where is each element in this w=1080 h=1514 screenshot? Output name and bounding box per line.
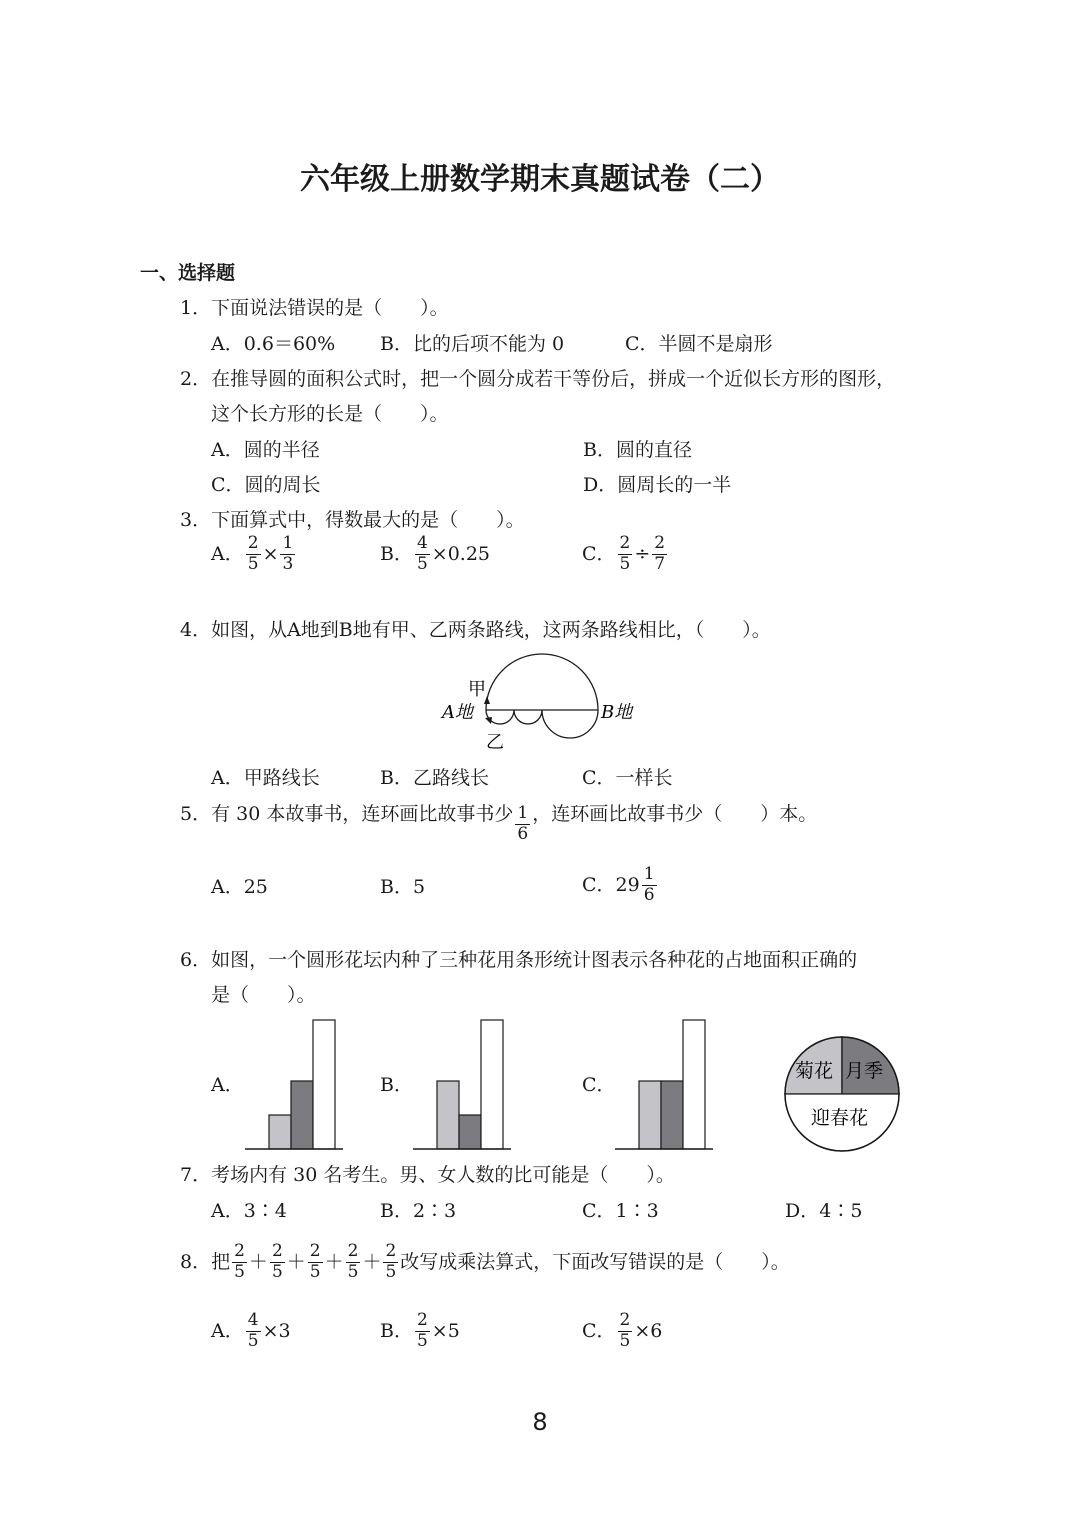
fraction: $\frac{2}{5}$ [619, 1310, 631, 1351]
q7-option-a[interactable]: A．3∶4 [211, 1200, 287, 1222]
q6-option-c[interactable]: C． [582, 1074, 616, 1096]
operand: ×3 [262, 1319, 291, 1342]
fraction: $\frac{1}{6}$ [517, 803, 529, 844]
operand: ×5 [431, 1319, 460, 1342]
q5-option-a[interactable]: A．25 [211, 876, 268, 898]
q8-option-a[interactable] [211, 1312, 291, 1351]
plus-sign: ＋ [286, 1250, 306, 1273]
bar-chart-a [245, 1018, 345, 1152]
q5-option-c[interactable] [582, 866, 659, 905]
section-heading: 一、选择题 [140, 262, 236, 284]
q1-option-a[interactable]: A．0.6＝60% [211, 333, 336, 355]
q2-option-b[interactable]: B．圆的直径 [583, 439, 692, 461]
q1-option-c[interactable]: C．半圆不是扇形 [625, 333, 773, 355]
q7-option-d[interactable]: D．4∶5 [785, 1200, 863, 1222]
bar-chart-c [615, 1018, 715, 1152]
route-jia-arc [486, 654, 598, 710]
fraction: $\frac{2}{5}$ [385, 1241, 397, 1282]
label-b-point: B地 [601, 702, 633, 723]
q7-option-c[interactable]: C．1∶3 [582, 1200, 659, 1222]
bar-chrysanthemum [269, 1115, 291, 1149]
bar-jasmine [481, 1020, 503, 1149]
label-a-point: A地 [442, 702, 473, 723]
fraction: $\frac{4}{5}$ [247, 1310, 259, 1351]
q3-stem: 3．下面算式中，得数最大的是（ ）。 [180, 509, 525, 531]
q4-stem: 4．如图，从A地到B地有甲、乙两条路线，这两条路线相比，（ ）。 [180, 619, 771, 641]
plus-sign: ＋ [324, 1250, 344, 1273]
fraction: $\frac{2}{5}$ [234, 1241, 245, 1282]
q5-stem-post: ，连环画比故事书少（ ）本。 [532, 802, 818, 825]
pie-label-jasmine: 迎春花 [811, 1107, 869, 1129]
bar-jasmine [313, 1020, 335, 1149]
q7-option-b[interactable]: B．2∶3 [380, 1200, 457, 1222]
bar-chrysanthemum [639, 1081, 661, 1149]
q4-option-a[interactable]: A．甲路线长 [211, 767, 320, 789]
bar-rose [459, 1115, 481, 1149]
q8-stem [180, 1243, 790, 1282]
q4-option-c[interactable]: C．一样长 [582, 767, 673, 789]
label-jia: 甲 [468, 679, 486, 700]
fraction: $\frac{4}{5}$ [416, 533, 428, 574]
q8-stem-post: 改写成乘法算式，下面改写错误的是（ ）。 [400, 1250, 790, 1273]
plus-sign: ＋ [362, 1250, 382, 1273]
fraction: $\frac{2}{5}$ [247, 533, 259, 574]
q1-option-b[interactable]: B．比的后项不能为 0 [380, 333, 565, 355]
bar-jasmine [683, 1020, 705, 1149]
q6-option-b[interactable]: B． [380, 1074, 413, 1096]
q2-stem-line1: 2．在推导圆的面积公式时，把一个圆分成若干等份后，拼成一个近似长方形的图形， [180, 368, 896, 390]
q5-option-b[interactable]: B．5 [380, 876, 426, 898]
operand: ×0.25 [431, 542, 491, 565]
pie-label-rose: 月季 [845, 1060, 884, 1082]
q2-option-d[interactable]: D．圆周长的一半 [583, 474, 732, 496]
pie-label-chrysanthemum: 菊花 [795, 1060, 834, 1082]
q5-stem [180, 795, 818, 844]
q6-stem-line2: 是（ ）。 [211, 984, 316, 1006]
fraction: $\frac{2}{5}$ [271, 1241, 283, 1282]
q3-c-label: C． [582, 542, 616, 565]
q2-stem-line2: 这个长方形的长是（ ）。 [211, 403, 449, 425]
fraction: $\frac{2}{5}$ [416, 1310, 428, 1351]
operand: ×6 [634, 1319, 663, 1342]
flower-bed-pie [782, 1034, 902, 1154]
operator: ÷ [634, 542, 651, 565]
q5-stem-pre: 5．有 30 本故事书，连环画比故事书少 [180, 802, 514, 825]
fraction: $\frac{1}{6}$ [643, 864, 655, 905]
q4-option-b[interactable]: B．乙路线长 [380, 767, 489, 789]
q6-stem-line1: 6．如图，一个圆形花坛内种了三种花用条形统计图表示各种花的占地面积正确的 [180, 949, 858, 971]
q2-option-a[interactable]: A．圆的半径 [211, 439, 320, 461]
bar-chart-b [413, 1018, 513, 1152]
label-yi: 乙 [486, 732, 504, 753]
plus-sign: ＋ [248, 1250, 268, 1273]
bar-rose [661, 1081, 683, 1149]
q6-option-a[interactable]: A． [211, 1074, 244, 1096]
q3-option-b[interactable] [380, 535, 490, 574]
q2-option-c[interactable]: C．圆的周长 [211, 474, 321, 496]
fraction: $\frac{1}{3}$ [282, 533, 294, 574]
arrow-down-icon [485, 717, 492, 724]
fraction: $\frac{2}{5}$ [309, 1241, 321, 1282]
fraction: $\frac{2}{5}$ [619, 533, 631, 574]
q8-c-label: C． [582, 1319, 616, 1342]
q1-stem: 1．下面说法错误的是（ ）。 [180, 297, 449, 319]
q8-a-label: A． [211, 1319, 244, 1342]
page-number: 8 [532, 1408, 548, 1436]
q5-c-label: C．29 [582, 873, 640, 896]
fraction: $\frac{2}{7}$ [654, 533, 666, 574]
q3-option-c[interactable] [582, 535, 669, 574]
page-title: 六年级上册数学期末真题试卷（二） [300, 162, 780, 197]
operator: × [262, 542, 279, 565]
bar-rose [291, 1081, 313, 1149]
q3-b-label: B． [380, 542, 413, 565]
route-diagram [430, 648, 650, 758]
q8-stem-pre: 8．把 [180, 1250, 231, 1273]
q7-stem: 7．考场内有 30 名考生。男、女人数的比可能是（ ）。 [180, 1164, 675, 1186]
q8-b-label: B． [380, 1319, 413, 1342]
q3-a-label: A． [211, 542, 244, 565]
bar-chrysanthemum [437, 1081, 459, 1149]
q8-option-c[interactable] [582, 1312, 662, 1351]
fraction: $\frac{2}{5}$ [347, 1241, 359, 1282]
q3-option-a[interactable] [211, 535, 297, 574]
q8-option-b[interactable] [380, 1312, 460, 1351]
